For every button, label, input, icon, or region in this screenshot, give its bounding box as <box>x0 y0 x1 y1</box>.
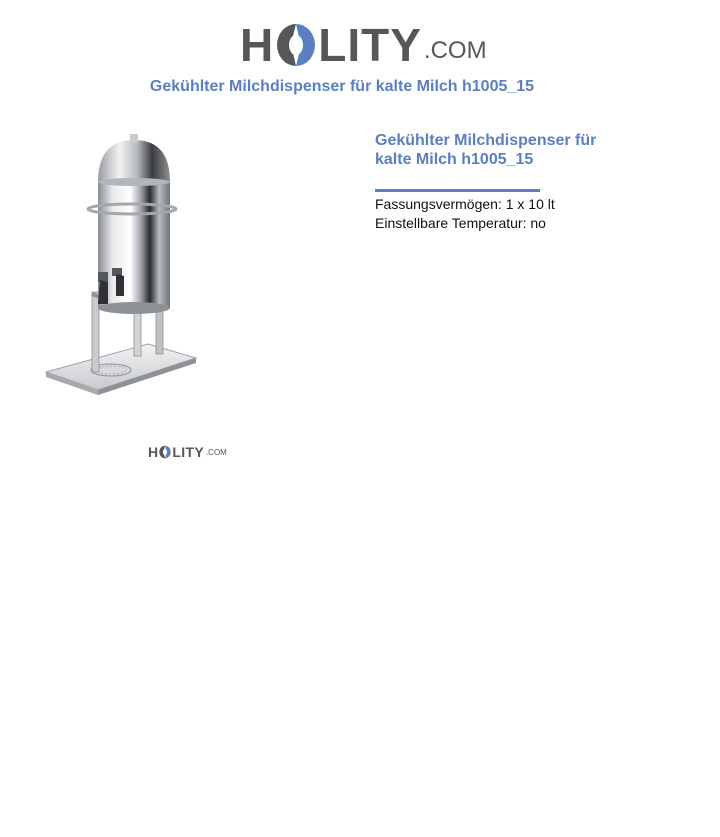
page-title: Gekühlter Milchdispenser für kalte Milch h1005_15 <box>149 78 535 95</box>
logo-o-icon <box>276 22 316 68</box>
brand-logo[interactable] <box>240 12 487 71</box>
product-details <box>375 131 615 233</box>
footer-logo-letters-lity: LITY <box>172 444 204 460</box>
logo-suffix: .COM <box>423 37 487 64</box>
spec-temperature: Einstellbare Temperatur: no <box>375 215 546 231</box>
product-title: Gekühlter Milchdispenser für kalte Milch h1005_15 <box>375 132 597 168</box>
footer-logo-o-icon <box>159 445 171 459</box>
title-divider <box>375 189 540 192</box>
footer-logo-suffix: .COM <box>205 448 227 457</box>
footer-logo[interactable] <box>148 445 227 459</box>
milk-dispenser-image <box>38 132 208 402</box>
footer-logo-letter-h: H <box>148 444 159 460</box>
logo-letter-h: H <box>240 19 275 71</box>
spec-capacity: Fassungsvermögen: 1 x 10 lt <box>375 196 555 212</box>
logo-letters-lity: LITY <box>318 19 422 71</box>
